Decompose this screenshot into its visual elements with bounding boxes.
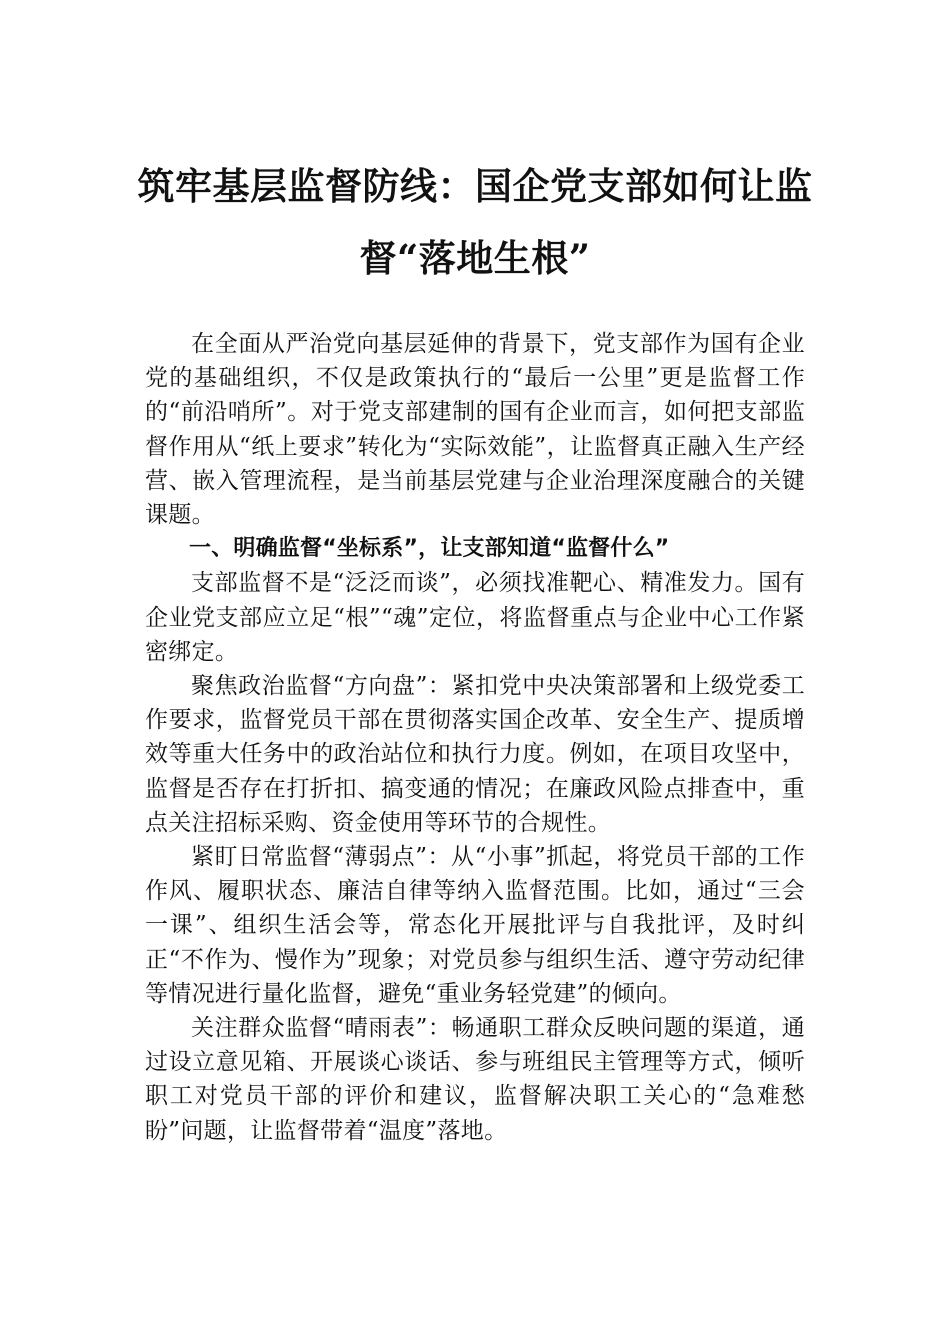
section-1-paragraph-2: 聚焦政治监督“方向盘”：紧扣党中央决策部署和上级党委工作要求，监督党员干部在贯彻落实国企改革、安全生产、提质增效等重大任务中的政治站位和执行力度。例如，在项目攻坚中，监督是否存在打折扣、搞变通的情况；在廉政风险点排查中，重点关注招标采购、资金使用等环节的合规性。 — [145, 673, 805, 836]
document-title-line-1: 筑牢基层监督防线：国企党支部如何让监 — [137, 164, 813, 208]
document-body — [145, 327, 805, 1148]
section-1-paragraph-3: 紧盯日常监督“薄弱点”：从“小事”抓起，将党员干部的工作作风、履职状态、廉洁自律等纳入监督范围。比如，通过“三会一课”、组织生活会等，常态化开展批评与自我批评，及时纠正“不作为、慢作为”现象；对党员参与组织生活、遵守劳动纪律等情况进行量化监督，避免“重业务轻党建”的倾向。 — [145, 844, 805, 1007]
section-1-paragraph-4: 关注群众监督“晴雨表”：畅通职工群众反映问题的渠道，通过设立意见箱、开展谈心谈话、参与班组民主管理等方式，倾听职工对党员干部的评价和建议，监督解决职工关心的“急难愁盼”问题，让监督带着“温度”落地。 — [145, 1015, 805, 1144]
document-title-line-2: 督“落地生根” — [359, 236, 591, 280]
section-1-heading: 一、明确监督“坐标系”，让支部知道“监督什么” — [189, 536, 670, 562]
section-1-paragraph-1: 支部监督不是“泛泛而谈”，必须找准靶心、精准发力。国有企业党支部应立足“根”“魂”定位，将监督重点与企业中心工作紧密绑定。 — [145, 570, 805, 665]
intro-paragraph: 在全面从严治党向基层延伸的背景下，党支部作为国有企业党的基础组织，不仅是政策执行的“最后一公里”更是监督工作的“前沿哨所”。对于党支部建制的国有企业而言，如何把支部监督作用从“纸上要求”转化为“实际效能”，让监督真正融入生产经营、嵌入管理流程，是当前基层党建与企业治理深度融合的关键课题。 — [145, 331, 805, 529]
document-title — [130, 150, 820, 294]
